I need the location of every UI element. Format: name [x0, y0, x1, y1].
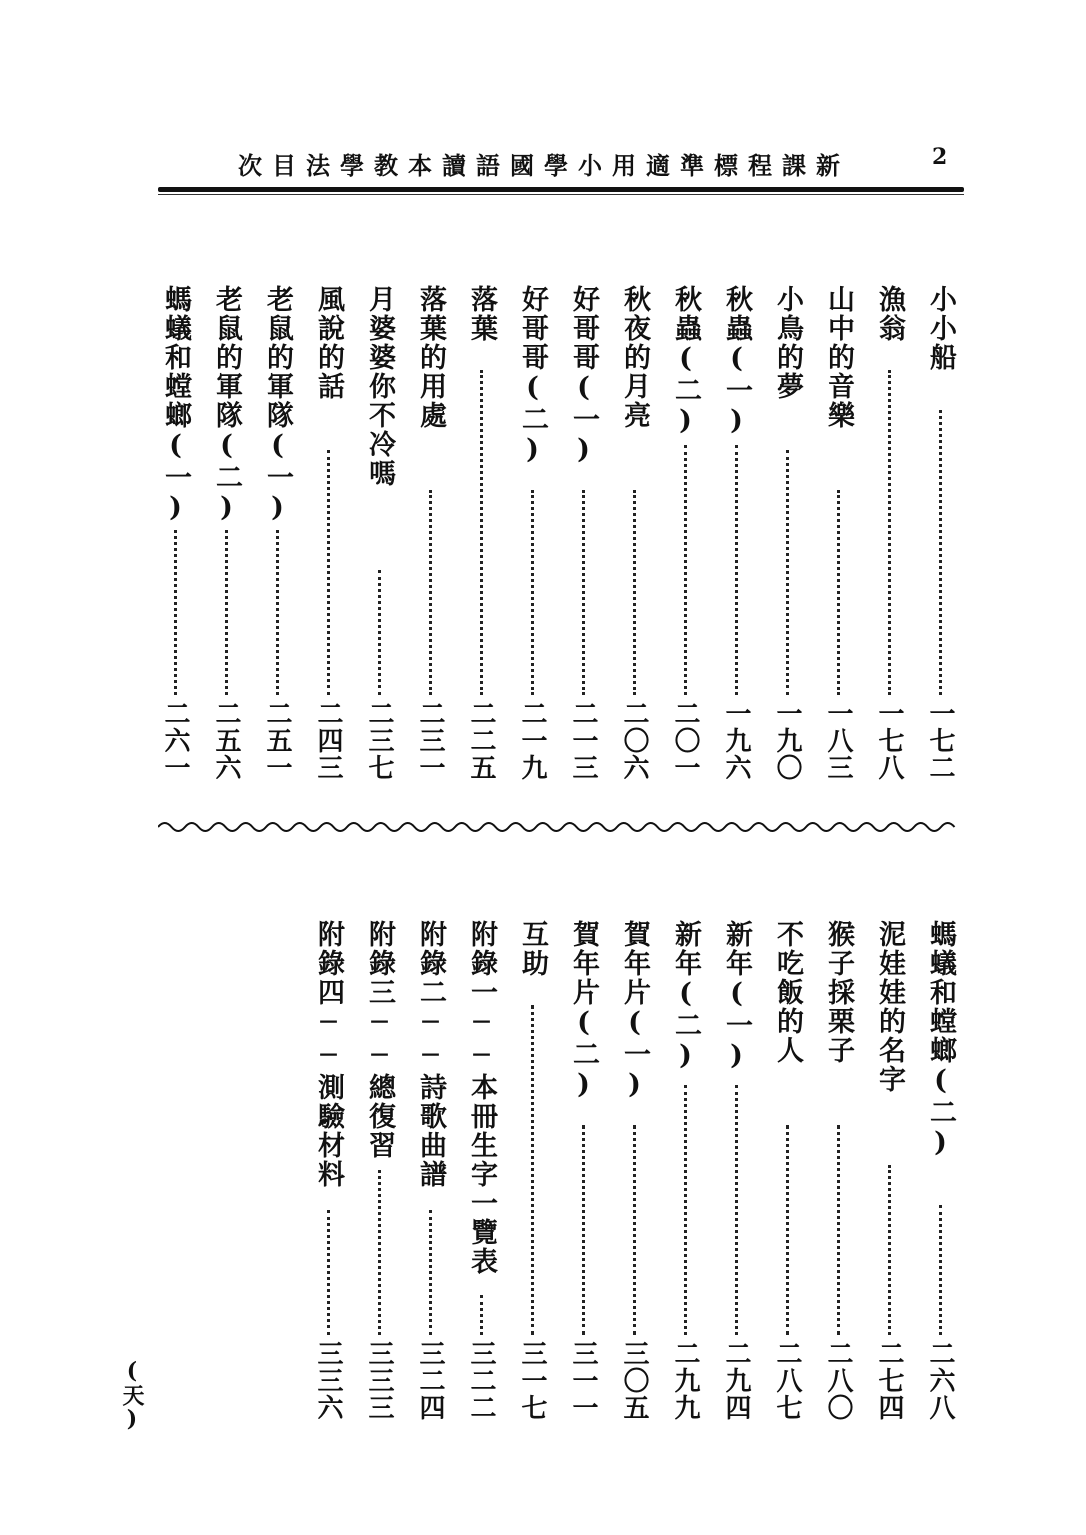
toc-entry[interactable]: [920, 285, 960, 805]
toc-entry-page: 二六一: [160, 700, 190, 781]
toc-entry[interactable]: [818, 920, 858, 1450]
dot-leader: [480, 370, 483, 695]
dot-leader: [888, 1165, 891, 1335]
dot-leader: [735, 445, 738, 695]
dot-leader: [327, 1210, 330, 1335]
toc-entry-title: 老鼠的軍隊(二): [211, 285, 242, 525]
toc-entry-title: 螞蟻和螳螂(一): [160, 285, 191, 525]
toc-entry-title: 落葉: [466, 285, 497, 343]
toc-section-top: [150, 285, 970, 805]
dot-leader: [735, 1085, 738, 1335]
toc-entry-page: 二〇一: [670, 700, 700, 781]
toc-entry-title: 秋蟲(二): [670, 285, 701, 438]
toc-entry[interactable]: [614, 920, 654, 1450]
toc-entry-title: 小鳥的夢: [772, 285, 803, 401]
dot-leader: [378, 570, 381, 695]
toc-entry[interactable]: [563, 920, 603, 1450]
dot-leader: [582, 490, 585, 695]
toc-entry-page: 三一七: [517, 1340, 547, 1421]
wavy-divider: [158, 820, 968, 834]
dot-leader: [327, 450, 330, 695]
header-rule: [158, 187, 964, 192]
toc-entry[interactable]: [359, 920, 399, 1450]
toc-entry-title: 老鼠的軍隊(一): [262, 285, 293, 525]
toc-entry-page: 二七四: [874, 1340, 904, 1421]
toc-entry-title: 附錄一──本冊生字一覽表: [466, 920, 497, 1276]
dot-leader: [786, 1125, 789, 1335]
toc-entry[interactable]: [665, 920, 705, 1450]
dot-leader: [429, 490, 432, 695]
toc-entry-page: 一七二: [925, 700, 955, 781]
toc-entry-title: 落葉的用處: [415, 285, 446, 430]
dot-leader: [480, 1295, 483, 1335]
dot-leader: [531, 490, 534, 695]
toc-entry[interactable]: [563, 285, 603, 805]
dot-leader: [684, 1085, 687, 1335]
dot-leader: [939, 1205, 942, 1335]
toc-entry-page: 三〇五: [619, 1340, 649, 1421]
toc-entry[interactable]: [767, 285, 807, 805]
dot-leader: [684, 445, 687, 695]
toc-entry-title: 漁翁: [874, 285, 905, 343]
toc-entry[interactable]: [308, 920, 348, 1450]
toc-entry-page: 二三一: [415, 700, 445, 781]
toc-entry-title: 猴子採栗子: [823, 920, 854, 1065]
toc-entry[interactable]: [716, 285, 756, 805]
toc-section-bottom: [150, 920, 970, 1450]
toc-entry-title: 附錄四──測驗材料: [313, 920, 344, 1189]
toc-entry-page: 三三三: [364, 1340, 394, 1421]
toc-entry-page: 一九〇: [772, 700, 802, 781]
toc-entry-title: 螞蟻和螳螂(二): [925, 920, 956, 1160]
toc-entry-title: 互助: [517, 920, 548, 978]
toc-entry[interactable]: [410, 920, 450, 1450]
toc-entry-title: 賀年片(一): [619, 920, 650, 1102]
side-section-marker: (天): [119, 1358, 145, 1432]
dot-leader: [633, 490, 636, 695]
toc-entry-title: 山中的音樂: [823, 285, 854, 430]
toc-entry-title: 好哥哥(二): [517, 285, 548, 467]
toc-entry-title: 新年(一): [721, 920, 752, 1073]
toc-entry-title: 泥娃娃的名字: [874, 920, 905, 1094]
toc-entry[interactable]: [512, 920, 552, 1450]
toc-entry[interactable]: [716, 920, 756, 1450]
toc-entry-title: 附錄二──詩歌曲譜: [415, 920, 446, 1189]
page-number: 2: [932, 144, 948, 170]
toc-entry[interactable]: [869, 285, 909, 805]
toc-entry-title: 秋夜的月亮: [619, 285, 650, 430]
toc-entry-page: 二一九: [517, 700, 547, 781]
toc-entry-page: 二〇六: [619, 700, 649, 781]
toc-entry-page: 二九九: [670, 1340, 700, 1421]
dot-leader: [276, 530, 279, 695]
toc-entry-page: 二八七: [772, 1340, 802, 1421]
toc-entry[interactable]: [614, 285, 654, 805]
dot-leader: [837, 1125, 840, 1335]
toc-entry-page: 三二四: [415, 1340, 445, 1421]
toc-entry[interactable]: [206, 285, 246, 805]
toc-entry-page: 一九六: [721, 700, 751, 781]
toc-entry-title: 賀年片(二): [568, 920, 599, 1102]
toc-entry-title: 不吃飯的人: [772, 920, 803, 1065]
toc-entry-page: 二一三: [568, 700, 598, 781]
toc-entry-title: 秋蟲(一): [721, 285, 752, 438]
toc-entry-page: 二四三: [313, 700, 343, 781]
dot-leader: [786, 450, 789, 695]
dot-leader: [582, 1125, 585, 1335]
dot-leader: [939, 410, 942, 695]
toc-entry-page: 二三七: [364, 700, 394, 781]
dot-leader: [888, 370, 891, 695]
toc-entry[interactable]: [461, 285, 501, 805]
dot-leader: [531, 1005, 534, 1335]
dot-leader: [378, 1170, 381, 1335]
toc-entry-title: 好哥哥(一): [568, 285, 599, 467]
dot-leader: [174, 530, 177, 695]
toc-entry[interactable]: [461, 920, 501, 1450]
toc-entry-page: 一八三: [823, 700, 853, 781]
toc-entry[interactable]: [410, 285, 450, 805]
toc-entry-page: 二五一: [262, 700, 292, 781]
toc-entry[interactable]: [920, 920, 960, 1450]
dot-leader: [429, 1210, 432, 1335]
toc-entry-title: 月婆婆你不冷嗎: [364, 285, 395, 488]
toc-entry[interactable]: [359, 285, 399, 805]
toc-entry-page: 二九四: [721, 1340, 751, 1421]
toc-entry-title: 風說的話: [313, 285, 344, 401]
toc-entry[interactable]: [665, 285, 705, 805]
dot-leader: [633, 1125, 636, 1335]
toc-entry-page: 三三六: [313, 1340, 343, 1421]
toc-entry-title: 小小船: [925, 285, 956, 372]
toc-entry-page: 三一一: [568, 1340, 598, 1421]
toc-entry-page: 二八〇: [823, 1340, 853, 1421]
toc-entry-page: 二五六: [211, 700, 241, 781]
toc-entry-page: 三二二: [466, 1340, 496, 1421]
toc-entry-page: 二二五: [466, 700, 496, 781]
toc-entry[interactable]: [257, 285, 297, 805]
dot-leader: [837, 490, 840, 695]
toc-entry-title: 新年(二): [670, 920, 701, 1073]
toc-entry[interactable]: [308, 285, 348, 805]
toc-entry-page: 一七八: [874, 700, 904, 781]
toc-entry[interactable]: [818, 285, 858, 805]
toc-entry-page: 二六八: [925, 1340, 955, 1421]
toc-entry[interactable]: [512, 285, 552, 805]
toc-entry[interactable]: [869, 920, 909, 1450]
running-header-title: 新課程標準適用小學國語讀本教學法目次: [238, 151, 850, 180]
toc-entry[interactable]: [155, 285, 195, 805]
dot-leader: [225, 530, 228, 695]
toc-entry[interactable]: [767, 920, 807, 1450]
toc-entry-title: 附錄三──總復習: [364, 920, 395, 1160]
